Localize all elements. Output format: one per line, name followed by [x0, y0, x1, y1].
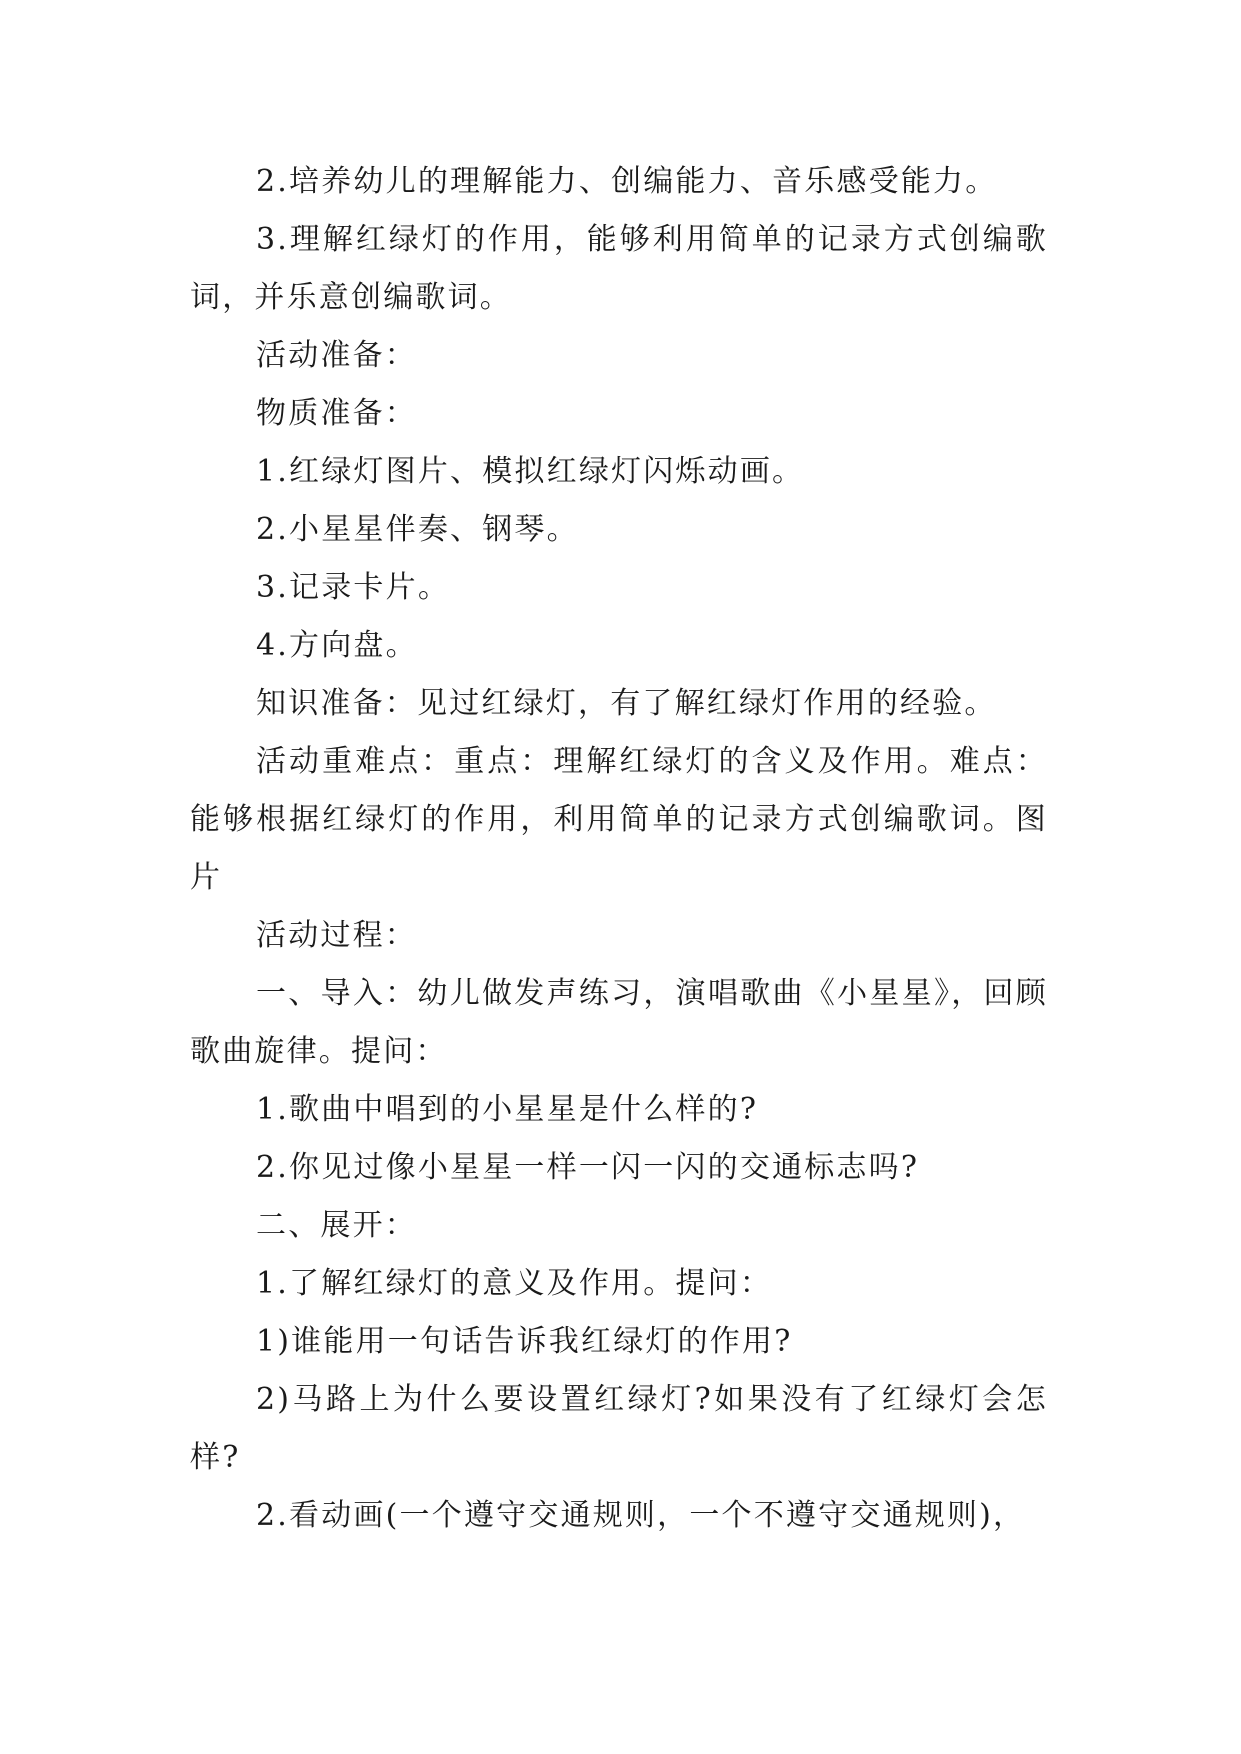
list-item-development-2: 2.看动画(一个遵守交通规则，一个不遵守交通规则)， [256, 1498, 1026, 1533]
paragraph-introduction: 一、导入：幼儿做发声练习，演唱歌曲《小星星》，回顾歌曲旋律。提问： [190, 976, 1048, 1069]
paragraph-goal-2: 2.培养幼儿的理解能力、创编能力、音乐感受能力。 [256, 164, 998, 199]
heading-activity-process: 活动过程： [256, 918, 417, 953]
list-item-material-1: 1.红绿灯图片、模拟红绿灯闪烁动画。 [256, 454, 805, 489]
list-item-question-1: 1.歌曲中唱到的小星星是什么样的? [256, 1092, 759, 1127]
heading-development: 二、展开： [256, 1208, 417, 1243]
paragraph-key-difficult-points: 活动重难点：重点：理解红绿灯的含义及作用。难点：能够根据红绿灯的作用，利用简单的记录方式创编歌词。图片 [190, 744, 1048, 895]
list-item-material-3: 3.记录卡片。 [256, 570, 451, 605]
heading-material-preparation: 物质准备： [256, 396, 417, 431]
document-body [190, 153, 1048, 1545]
paragraph-knowledge-preparation: 知识准备：见过红绿灯，有了解红绿灯作用的经验。 [256, 686, 997, 721]
list-item-development-1: 1.了解红绿灯的意义及作用。提问： [256, 1266, 773, 1301]
heading-activity-preparation: 活动准备： [256, 338, 417, 373]
paragraph-goal-3: 3.理解红绿灯的作用，能够利用简单的记录方式创编歌词，并乐意创编歌词。 [190, 222, 1048, 315]
list-item-question-2: 2.你见过像小星星一样一闪一闪的交通标志吗? [256, 1150, 920, 1185]
list-item-subquestion-2: 2)马路上为什么要设置红绿灯?如果没有了红绿灯会怎样? [190, 1382, 1048, 1475]
list-item-material-4: 4.方向盘。 [256, 628, 418, 663]
list-item-subquestion-1: 1)谁能用一句话告诉我红绿灯的作用? [256, 1324, 793, 1359]
list-item-material-2: 2.小星星伴奏、钢琴。 [256, 512, 579, 547]
